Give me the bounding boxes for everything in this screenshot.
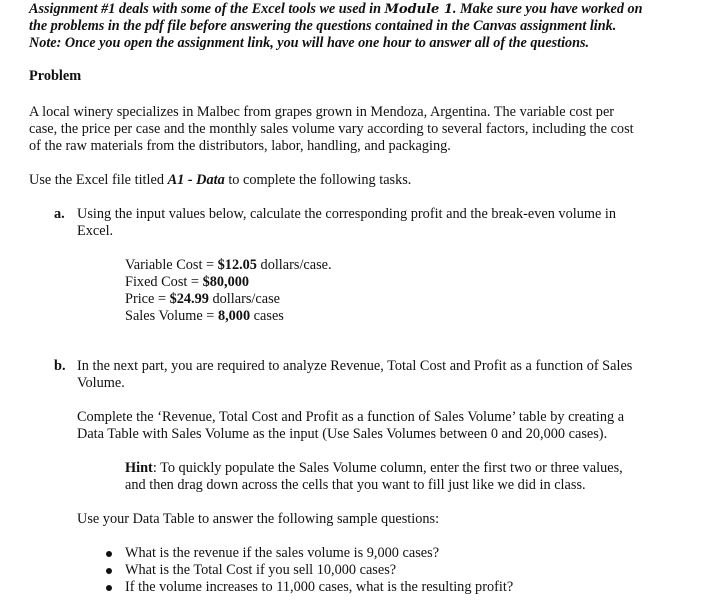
input-label: Fixed Cost = bbox=[125, 274, 203, 290]
part-b-text: In the next part, you are required to analyze Revenue, Total Cost and Profit as a function of Sales bbox=[77, 358, 633, 374]
problem-heading: Problem bbox=[29, 68, 82, 84]
complete-table-line: Data Table with Sales Volume as the input (Use Sales Volumes between 0 and 20,000 cases). bbox=[77, 426, 608, 442]
intro-line-2: the problems in the pdf file before answering the questions contained in the Canvas assignment link. bbox=[29, 18, 617, 34]
input-unit: cases bbox=[250, 308, 284, 324]
input-variable-cost bbox=[125, 257, 332, 274]
part-a-text: Using the input values below, calculate the corresponding profit and the break-even volume in bbox=[77, 206, 617, 222]
part-a-text: Excel. bbox=[77, 223, 114, 239]
use-file-line bbox=[29, 172, 411, 189]
intro-line-1 bbox=[29, 1, 642, 18]
part-b-text: Volume. bbox=[77, 375, 125, 391]
input-unit: dollars/case. bbox=[256, 257, 332, 273]
description-line: of the raw materials from the distributors, labor, handling, and packaging. bbox=[29, 138, 451, 154]
file-name: A1 - Data bbox=[167, 172, 225, 188]
input-value: $80,000 bbox=[202, 274, 250, 290]
question-item: What is the revenue if the sales volume is 9,000 cases? bbox=[125, 545, 440, 561]
input-value: $12.05 bbox=[217, 257, 257, 273]
question-item: What is the Total Cost if you sell 10,000 cases? bbox=[125, 562, 397, 578]
use-table-line: Use your Data Table to answer the following sample questions: bbox=[77, 511, 440, 527]
bullet-icon bbox=[106, 585, 112, 591]
intro-text: Assignment #1 deals with some of the Excel tools we used in bbox=[29, 1, 385, 17]
part-a-marker: a. bbox=[54, 206, 65, 222]
input-fixed-cost bbox=[125, 274, 249, 291]
part-b-marker: b. bbox=[54, 358, 66, 374]
bullet-icon bbox=[106, 568, 112, 574]
input-label: Price = bbox=[125, 291, 170, 307]
input-label: Variable Cost = bbox=[125, 257, 218, 273]
intro-line-3: Note: Once you open the assignment link, you will have one hour to answer all of the questions. bbox=[29, 35, 590, 51]
complete-table-line: Complete the ‘Revenue, Total Cost and Profit as a function of Sales Volume’ table by creating a bbox=[77, 409, 625, 425]
use-file-text: to complete the following tasks. bbox=[224, 172, 412, 188]
input-value: 8,000 bbox=[217, 308, 251, 324]
bullet-icon bbox=[106, 551, 112, 557]
input-unit: dollars/case bbox=[208, 291, 280, 307]
use-file-text: Use the Excel file titled bbox=[29, 172, 168, 188]
hint-line: and then drag down across the cells that you want to fill just like we did in class. bbox=[125, 477, 586, 493]
hint-text: : To quickly populate the Sales Volume column, enter the first two or three values, bbox=[152, 460, 623, 476]
question-item: If the volume increases to 11,000 cases, what is the resulting profit? bbox=[125, 579, 514, 595]
input-sales-volume bbox=[125, 308, 284, 325]
description-line: case, the price per case and the monthly sales volume vary according to several factors, including the cost bbox=[29, 121, 634, 137]
intro-text: . Make sure you have worked on bbox=[452, 1, 643, 17]
input-label: Sales Volume = bbox=[125, 308, 218, 324]
input-value: $24.99 bbox=[169, 291, 209, 307]
module-reference: Module 1 bbox=[384, 2, 453, 17]
description-line: A local winery specializes in Malbec from grapes grown in Mendoza, Argentina. The variable cost per bbox=[29, 104, 615, 120]
hint-label: Hint bbox=[125, 460, 153, 476]
hint-line bbox=[125, 460, 623, 477]
input-price bbox=[125, 291, 280, 308]
